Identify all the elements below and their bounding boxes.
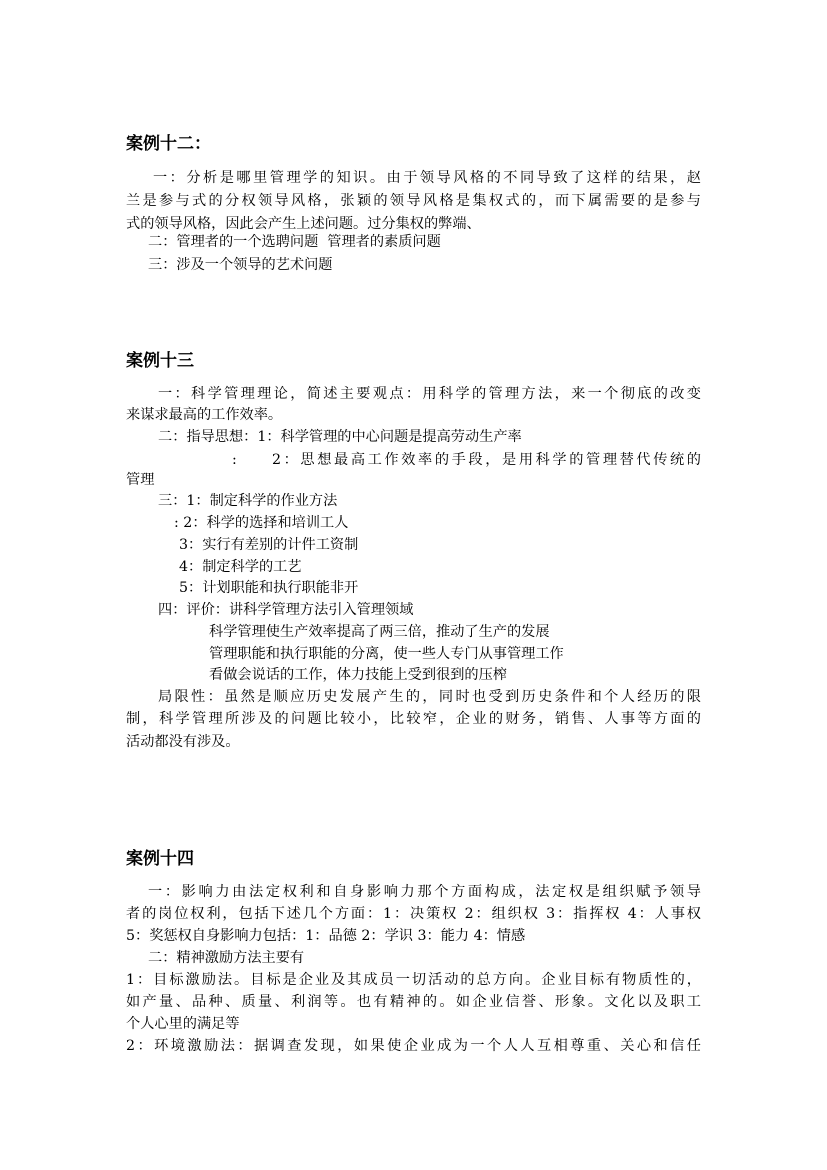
case-13-line-13: 管理职能和执行职能的分离，使一些人专门从事管理工作 bbox=[209, 646, 564, 662]
case-13-line-10: 5：计划职能和执行职能非开 bbox=[179, 580, 359, 596]
case-13-line-2: 来谋求最高的工作效率。 bbox=[126, 407, 283, 423]
case-14-line-7: 个人心里的满足等 bbox=[126, 1016, 240, 1032]
case-13-line-7: : 2：科学的选择和培训工人 bbox=[174, 515, 349, 531]
case-13-line-14: 看做会说话的工作，体力技能上受到很到的压榨 bbox=[209, 667, 507, 683]
case-14-line-8: 2：环境激励法：据调查发现，如果使企业成为一个人人互相尊重、关心和信任 bbox=[126, 1038, 701, 1054]
case-13-line-11: 四：评价：讲科学管理方法引入管理领域 bbox=[158, 602, 414, 618]
case-14-line-2: 者的岗位权利，包括下述几个方面：1：决策权 2：组织权 3：指挥权 4：人事权 bbox=[126, 906, 701, 922]
case-13-line-9: 4：制定科学的工艺 bbox=[179, 559, 302, 575]
case-14-title: 案例十四 bbox=[126, 849, 194, 869]
case-13-line-3: 二：指导思想：1：科学管理的中心问题是提高劳动生产率 bbox=[158, 429, 522, 445]
case-14-line-5: 1：目标激励法。目标是企业及其成员一切活动的总方向。企业目标有物质性的， bbox=[126, 972, 701, 988]
case-13-line-16: 制，科学管理所涉及的问题比较小，比较窄，企业的财务，销售、人事等方面的 bbox=[126, 711, 701, 727]
case-14-line-3: 5：奖惩权自身影响力包括：1：品德 2：学识 3：能力 4：情感 bbox=[126, 928, 526, 944]
case-13-line-8: 3：实行有差别的计件工资制 bbox=[179, 537, 359, 553]
case-13-line-6: 三：1：制定科学的作业方法 bbox=[158, 493, 338, 509]
case-14-line-1: 一：影响力由法定权利和自身影响力那个方面构成，法定权是组织赋予领导 bbox=[148, 884, 701, 900]
case-13-line-4-colon: : bbox=[232, 452, 237, 468]
case-12-line-4: 二：管理者的一个选聘问题 管理者的素质问题 bbox=[148, 234, 441, 250]
case-13-line-17: 活动都没有涉及。 bbox=[126, 734, 240, 750]
case-13-line-15: 局限性：虽然是顺应历史发展产生的，同时也受到历史条件和个人经历的限 bbox=[158, 689, 701, 705]
case-13-line-1: 一：科学管理理论，简述主要观点：用科学的管理方法，来一个彻底的改变 bbox=[158, 386, 701, 402]
case-12-title: 案例十二： bbox=[126, 134, 211, 154]
case-12-line-2: 兰是参与式的分权领导风格，张颖的领导风格是集权式的，而下属需要的是参与 bbox=[126, 193, 701, 209]
case-13-line-4: 2：思想最高工作效率的手段，是用科学的管理替代传统的 bbox=[272, 452, 701, 468]
case-13-title: 案例十三 bbox=[126, 351, 194, 371]
case-12-line-1: 一：分析是哪里管理学的知识。由于领导风格的不同导致了这样的结果，赵 bbox=[153, 170, 701, 186]
case-14-line-4: 二：精神激励方法主要有 bbox=[148, 950, 305, 966]
case-13-line-5: 管理 bbox=[126, 472, 155, 488]
case-14-line-6: 如产量、品种、质量、利润等。也有精神的。如企业信誉、形象。文化以及职工 bbox=[126, 994, 701, 1010]
case-12-line-3: 式的领导风格，因此会产生上述问题。过分集权的弊端、 bbox=[126, 216, 481, 232]
case-13-line-12: 科学管理使生产效率提高了两三倍，推动了生产的发展 bbox=[209, 624, 550, 640]
case-12-line-5: 三：涉及一个领导的艺术问题 bbox=[148, 257, 333, 273]
